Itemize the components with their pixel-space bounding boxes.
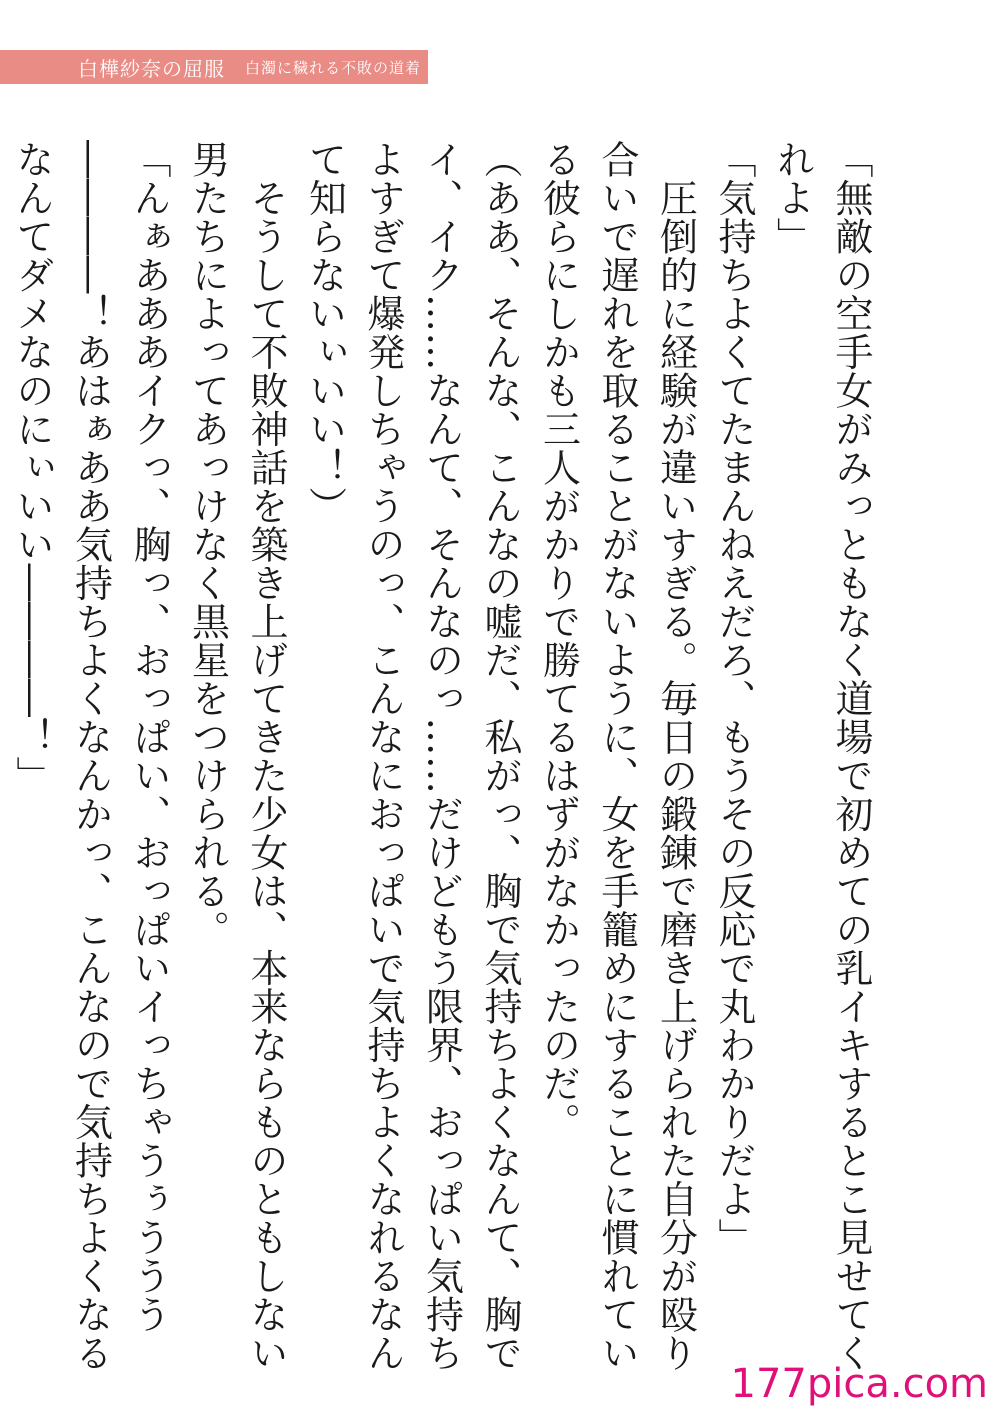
vertical-body-text xyxy=(10,140,880,1380)
paragraph: 「んぁあああイクっ、胸っ、おっぱい、おっぱいイっちゃうぅううう――――！あはぁああ気持ちよくなんかっ、こんなので気持ちよくなるなんてダメなのにぃいい――――！」 xyxy=(10,140,171,1372)
site-watermark: 177pica.com xyxy=(730,1361,988,1407)
book-title: 白樺紗奈の屈服 xyxy=(78,56,225,81)
chapter-subtitle: 白濁に穢れる不敗の道着 xyxy=(245,58,422,77)
paragraph: そうして不敗神話を築き上げてきた少女は、本来ならものともしない男たちによってあっけなく黒星をつけられる。 xyxy=(185,140,288,1372)
chapter-header xyxy=(0,50,428,84)
paragraph: （ああ、そんな、こんなの嘘だ、私がっ、胸で気持ちよくなんて、胸でイ、イク……なんて、そんなのっ……だけどもう限界、おっぱい気持ちよすぎて爆発しちゃうのっ、こんなにおっぱいで気持ちよくなれるなんて知らないぃいい！） xyxy=(302,140,522,1372)
paragraph: 「気持ちよくてたまんねえだろ、もうその反応で丸わかりだよ」 xyxy=(712,140,756,1257)
paragraph: 「無敵の空手女がみっともなく道場で初めての乳イキするとこ見せてくれよ」 xyxy=(770,140,873,1372)
paragraph: 圧倒的に経験が違いすぎる。毎日の鍛錬で磨き上げられた自分が殴り合いで遅れを取ることがないように、女を手籠めにすることに慣れている彼らにしかも三人がかりで勝てるはずがなかったのだ。 xyxy=(536,140,698,1372)
